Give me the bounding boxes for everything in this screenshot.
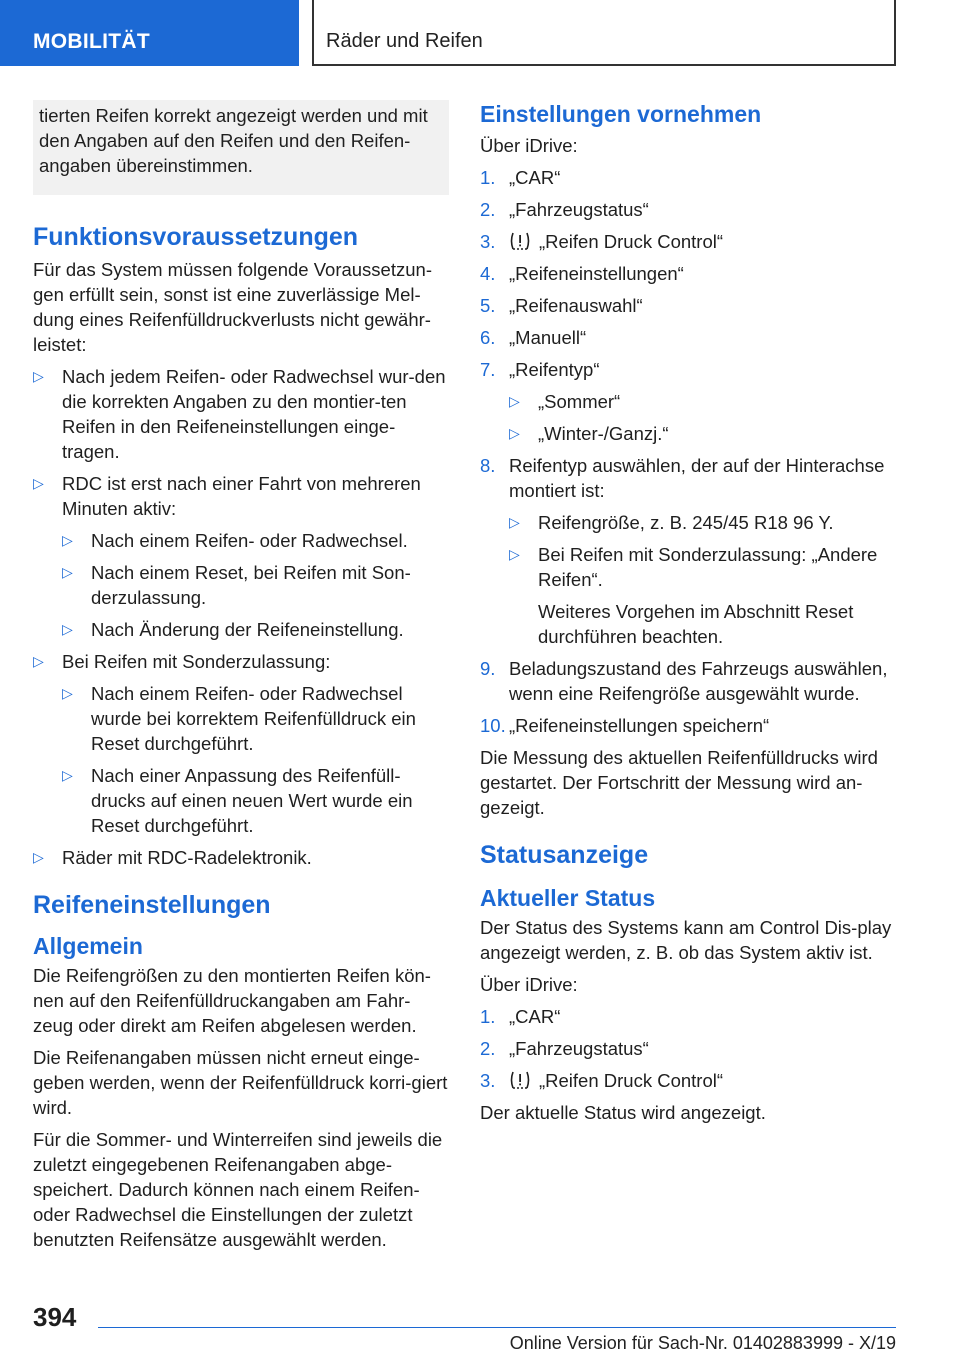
sub-list [62, 681, 449, 838]
triangle-right-icon: ▷ [62, 767, 73, 783]
list-item: ▷ „Sommer“ [509, 391, 621, 412]
page-number: 394 [33, 1302, 77, 1332]
paragraph: Der aktuelle Status wird angezeigt. [480, 1102, 766, 1123]
note-text: tierten Reifen korrekt angezeigt werden und mit den Angaben auf den Reifen und den Reifen-angaben übereinstimmen. [39, 105, 428, 176]
footer-text: Online Version für Sach-Nr. 01402883999 - X/19 [509, 1333, 896, 1353]
triangle-right-icon: ▷ [33, 849, 44, 865]
list-item: 10. „Reifeneinstellungen speichern“ [480, 715, 770, 736]
right-column [480, 100, 896, 1132]
heading-statusanzeige: Statusanzeige [480, 841, 649, 869]
triangle-right-icon: ▷ [62, 532, 73, 548]
list-item: ▷ Nach Änderung der Reifeneinstellung. [62, 619, 404, 640]
list-item: 3. „Reifen Druck Control“ [480, 231, 724, 252]
list-item: ▷ Bei Reifen mit Sonderzulassung: „Andere Reifen“. [509, 544, 878, 590]
list-item: 2. „Fahrzeugstatus“ [480, 1038, 649, 1059]
paragraph: Für die Sommer- und Winterreifen sind jeweils die zuletzt eingegebenen Reifenangaben abge-speichert. Dadurch können nach einem Reifen-oder Radwechsel die Einstellungen der zuletzt benutzten Reifensätze ausgewählt werden. [33, 1129, 443, 1250]
triangle-right-icon: ▷ [509, 425, 520, 441]
heading-einstellungen-vornehmen: Einstellungen vornehmen [480, 101, 762, 127]
heading-reifeneinstellungen: Reifeneinstellungen [33, 891, 271, 919]
requirements-list [33, 364, 449, 870]
list-item: 5. „Reifenauswahl“ [480, 295, 643, 316]
list-item: ▷ Nach einem Reifen- oder Radwechsel wurde bei korrektem Reifenfülldruck ein Reset durchgeführt. [62, 683, 416, 754]
heading-aktueller-status: Aktueller Status [480, 885, 656, 911]
sub-note: Weiteres Vorgehen im Abschnitt Reset durchführen beachten. [538, 601, 854, 647]
list-item: 8. Reifentyp auswählen, der auf der Hinterachse montiert ist: ▷ Reifengröße, z. B. 245/45 R18 96 Y. ▷ Bei Reifen mit Sonderzulassung: „Andere Reifen“. Weiteres Vorgehen im Abschnitt Reset durchführen beachten. [480, 453, 896, 649]
list-item: ▷ Nach einer Anpassung des Reifenfüll-drucks auf einen neuen Wert wurde ein Reset durchgeführt. [62, 765, 413, 836]
list-item: ▷ Räder mit RDC-Radelektronik. [33, 847, 312, 868]
list-item: 6. „Manuell“ [480, 327, 587, 348]
heading-allgemein: Allgemein [33, 933, 143, 959]
triangle-right-icon: ▷ [509, 546, 520, 562]
list-item: 2. „Fahrzeugstatus“ [480, 199, 649, 220]
triangle-right-icon: ▷ [33, 368, 44, 384]
triangle-right-icon: ▷ [62, 564, 73, 580]
triangle-right-icon: ▷ [509, 514, 520, 530]
list-item: ▷ „Winter-/Ganzj.“ [509, 423, 669, 444]
list-item: 4. „Reifeneinstellungen“ [480, 263, 684, 284]
list-item: 9. Beladungszustand des Fahrzeugs auswählen, wenn eine Reifengröße ausgewählt wurde. [480, 658, 888, 704]
chapter-title: Räder und Reifen [312, 0, 896, 66]
triangle-right-icon: ▷ [509, 393, 520, 409]
paragraph: Der Status des Systems kann am Control Dis-play angezeigt werden, z. B. ob das System aktiv ist. [480, 917, 892, 963]
status-steps [480, 1004, 896, 1093]
settings-steps [480, 165, 896, 738]
note-box [33, 100, 449, 195]
heading-funktionsvoraussetzungen: Funktionsvoraussetzungen [33, 223, 359, 251]
idrive-label: Über iDrive: [480, 974, 578, 995]
list-item: ▷ Bei Reifen mit Sonderzulassung: ▷ Nach einem Reifen- oder Radwechsel wurde bei korrektem Reifenfülldruck ein Reset durchgeführt. ▷ Nach einer Anpassung des Reifenfüll-drucks auf einen neuen Wert wurde ein Reset durchgeführt. [33, 649, 449, 838]
paragraph: Die Reifengrößen zu den montierten Reifen kön-nen auf den Reifenfülldruckangaben am Fahr-zeug oder direkt am Reifen abgelesen werden. [33, 965, 431, 1036]
paragraph: Die Messung des aktuellen Reifenfülldrucks wird gestartet. Der Fortschritt der Messung wird an-gezeigt. [480, 747, 878, 818]
list-item: 1. „CAR“ [480, 167, 561, 188]
func-intro: Für das System müssen folgende Voraussetzun-gen erfüllt sein, sonst ist eine zuverlässige Mel-dung eines Reifenfülldruckverlusts nicht gewähr-leistet: [33, 259, 432, 355]
triangle-right-icon: ▷ [33, 653, 44, 669]
sub-list [509, 510, 896, 592]
sub-list [62, 528, 449, 642]
list-item: ▷ Nach einem Reifen- oder Radwechsel. [62, 530, 408, 551]
tire-warning-icon [509, 231, 531, 251]
triangle-right-icon: ▷ [33, 475, 44, 491]
triangle-right-icon: ▷ [62, 621, 73, 637]
paragraph: Die Reifenangaben müssen nicht erneut einge-geben werden, wenn der Reifenfülldruck korri-giert wird. [33, 1047, 448, 1118]
sub-list [509, 389, 896, 446]
list-item: 1. „CAR“ [480, 1006, 561, 1027]
list-item: ▷ RDC ist erst nach einer Fahrt von mehreren Minuten aktiv: ▷ Nach einem Reifen- oder Radwechsel. ▷ Nach einem Reset, bei Reifen mit Son-derzulassung. ▷ Nach Änderung der Reifeneinstellung. [33, 471, 449, 642]
list-item: ▷ Reifengröße, z. B. 245/45 R18 96 Y. [509, 512, 834, 533]
tire-warning-icon [509, 1070, 531, 1090]
list-item: 3. „Reifen Druck Control“ [480, 1070, 724, 1091]
section-tab: MOBILITÄT [0, 0, 299, 66]
idrive-label: Über iDrive: [480, 135, 578, 156]
footer-divider [98, 1327, 896, 1328]
list-item: ▷ Nach jedem Reifen- oder Radwechsel wur-den die korrekten Angaben zu den montier-ten Reifen in den Reifeneinstellungen einge-tragen. [33, 366, 446, 462]
list-item: ▷ Nach einem Reset, bei Reifen mit Son-derzulassung. [62, 562, 411, 608]
triangle-right-icon: ▷ [62, 685, 73, 701]
list-item: 7. „Reifentyp“ ▷ „Sommer“ ▷ „Winter-/Ganzj.“ [480, 357, 896, 446]
page-header [0, 0, 960, 66]
left-column [33, 100, 449, 1259]
